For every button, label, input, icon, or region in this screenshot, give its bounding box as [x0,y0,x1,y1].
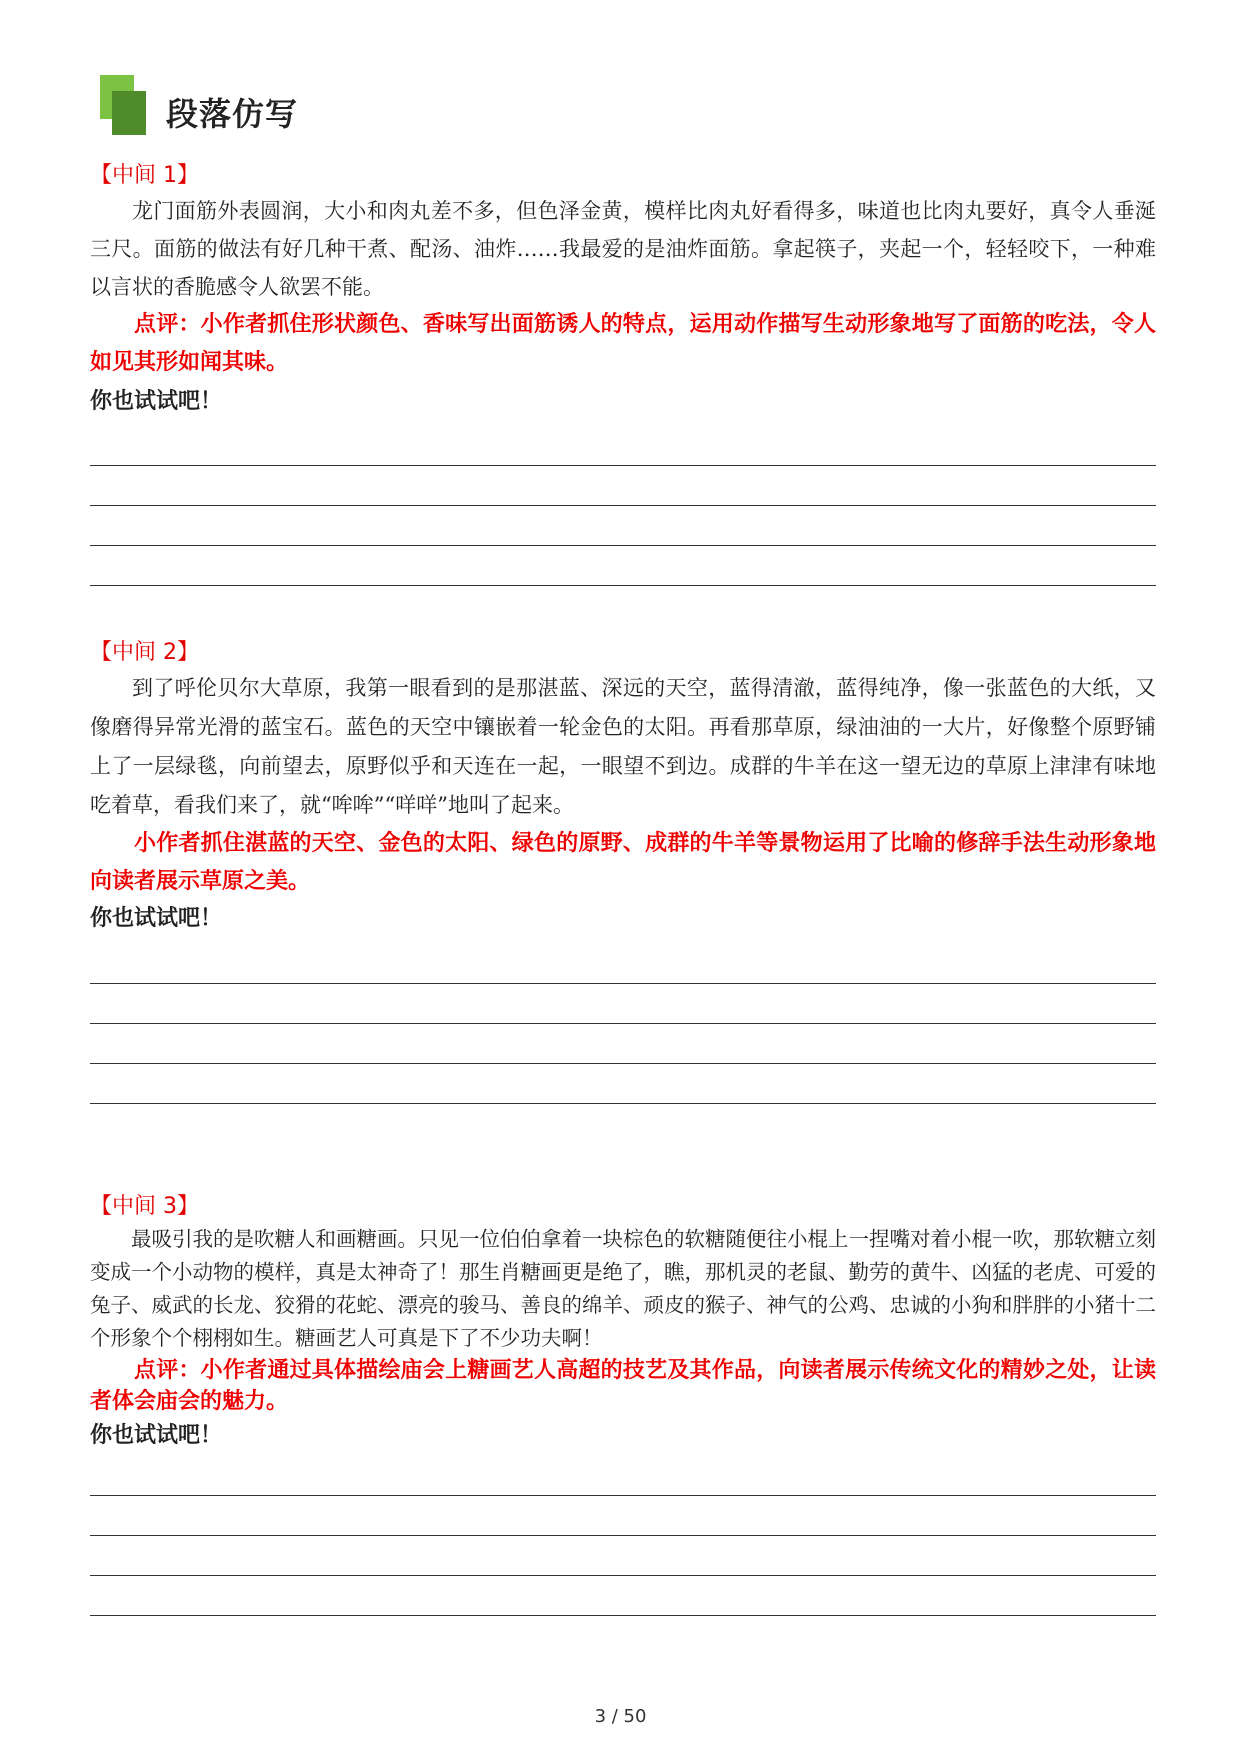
practice-prompt: 你也试试吧！ [90,389,223,414]
green-square-logo-icon [100,75,150,135]
teacher-comment: 小作者抓住湛蓝的天空、金色的太阳、绿色的原野、成群的牛羊等景物运用了比喻的修辞手法生动形象地向读者展示草原之美。 [90,831,1156,894]
practice-prompt: 你也试试吧！ [90,906,223,931]
section-label: 【中间 2】 [90,640,199,665]
exercise-section-3 [90,1191,1156,1653]
teacher-comment: 点评：小作者抓住形状颜色、香味写出面筋诱人的特点，运用动作描写生动形象地写了面筋的吃法，令人如见其形如闻其味。 [90,312,1156,375]
writing-line[interactable] [90,585,1156,586]
writing-line[interactable] [90,1615,1156,1616]
writing-line[interactable] [90,1535,1156,1536]
writing-line[interactable] [90,1103,1156,1104]
writing-line[interactable] [90,545,1156,546]
sample-paragraph: 最吸引我的是吹糖人和画糖画。只见一位伯伯拿着一块棕色的软糖随便往小棍上一捏嘴对着小棍一吹，那软糖立刻变成一个小动物的模样，真是太神奇了！那生肖糖画更是绝了，瞧，那机灵的老鼠、勤劳的黄牛、凶猛的老虎、可爱的兔子、威武的长龙、狡猾的花蛇、漂亮的骏马、善良的绵羊、顽皮的猴子、神气的公鸡、忠诚的小狗和胖胖的小猪十二个形象个个栩栩如生。糖画艺人可真是下了不少功夫啊！ [90,1227,1156,1350]
writing-lines[interactable] [90,420,1156,620]
writing-lines[interactable] [90,937,1156,1137]
page-title: 段落仿写 [166,95,299,133]
writing-line[interactable] [90,465,1156,466]
writing-line[interactable] [90,1063,1156,1064]
writing-line[interactable] [90,1575,1156,1576]
section-header [100,75,600,135]
section-label: 【中间 3】 [90,1194,199,1219]
writing-line[interactable] [90,1023,1156,1024]
writing-line[interactable] [90,983,1156,984]
teacher-comment: 点评：小作者通过具体描绘庙会上糖画艺人高超的技艺及其作品，向读者展示传统文化的精妙之处，让读者体会庙会的魅力。 [90,1358,1156,1414]
sample-paragraph: 龙门面筋外表圆润，大小和肉丸差不多，但色泽金黄，模样比肉丸好看得多，味道也比肉丸要好，真令人垂涎三尺。面筋的做法有好几种干煮、配汤、油炸……我最爱的是油炸面筋。拿起筷子，夹起一个，轻轻咬下，一种难以言状的香脆感令人欲罢不能。 [90,199,1156,299]
exercise-section-2 [90,637,1156,1137]
sample-paragraph: 到了呼伦贝尔大草原，我第一眼看到的是那湛蓝、深远的天空，蓝得清澈，蓝得纯净，像一张蓝色的大纸，又像磨得异常光滑的蓝宝石。蓝色的天空中镶嵌着一轮金色的太阳。再看那草原，绿油油的一大片，好像整个原野铺上了一层绿毯，向前望去，原野似乎和天连在一起，一眼望不到边。成群的牛羊在这一望无边的草原上津津有味地吃着草，看我们来了，就“哞哞”“咩咩”地叫了起来。 [90,676,1156,817]
writing-lines[interactable] [90,1453,1156,1653]
writing-line[interactable] [90,1495,1156,1496]
writing-line[interactable] [90,505,1156,506]
practice-prompt: 你也试试吧！ [90,1423,223,1448]
exercise-section-1 [90,160,1156,620]
section-label: 【中间 1】 [90,163,199,188]
page-number: 3 / 50 [594,1706,647,1727]
